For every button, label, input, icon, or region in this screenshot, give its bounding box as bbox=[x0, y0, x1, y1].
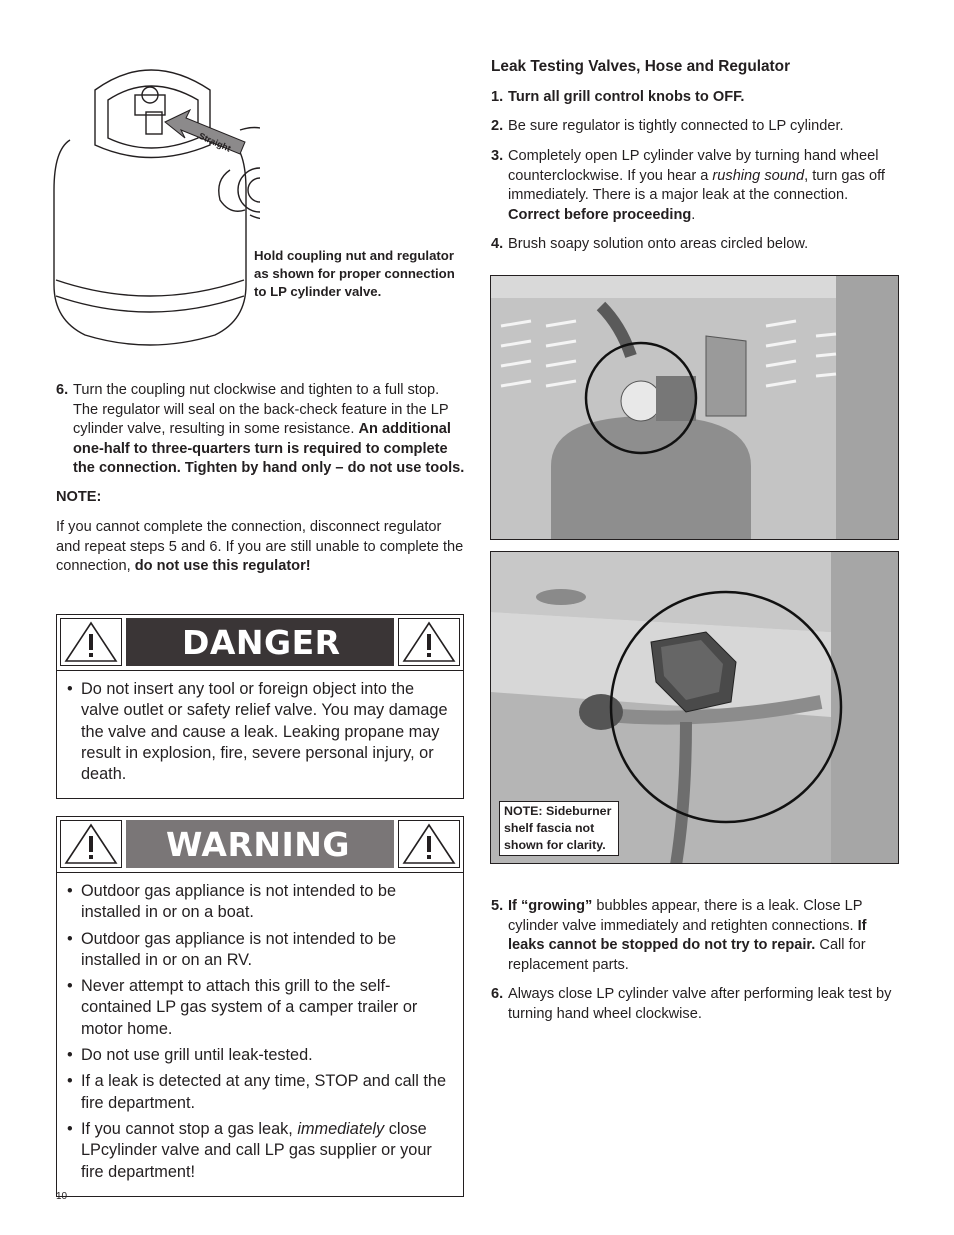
note-text bbox=[56, 518, 466, 577]
step-text: Always close LP cylinder valve after performing leak test by turning hand wheel clockwise. bbox=[508, 986, 892, 1022]
danger-header bbox=[57, 615, 463, 671]
warning-item-post: close LPcylinder valve and call LP gas supplier or your fire department! bbox=[81, 1119, 432, 1181]
danger-item: • Do not insert any tool or foreign object into the valve outlet or safety relief valve. You may damage the valve and cause a leak. Leaking propane may result in explosion, fire, severe personal injury, or death. bbox=[67, 679, 453, 785]
straight-label: Straight bbox=[197, 130, 233, 154]
leak-step-4 bbox=[491, 235, 901, 255]
step-number: 2. bbox=[491, 118, 504, 134]
warning-list bbox=[57, 873, 463, 1196]
step-number: 6. bbox=[491, 986, 504, 1002]
warning-item: • Outdoor gas appliance is not intended to be installed in or on an RV. bbox=[67, 929, 453, 972]
note-heading: NOTE: bbox=[56, 489, 102, 505]
step-text: Be sure regulator is tightly connected to LP cylinder. bbox=[508, 118, 844, 134]
leak-test-heading: Leak Testing Valves, Hose and Regulator bbox=[491, 58, 791, 75]
leak-step-5 bbox=[491, 897, 901, 975]
step-bold-text: If leaks cannot be stopped do not try to repair. bbox=[508, 917, 867, 954]
warning-header bbox=[57, 817, 463, 873]
step-number: 6. bbox=[56, 382, 69, 398]
step-number: 1. bbox=[491, 89, 504, 105]
warning-item-em: immediately bbox=[297, 1119, 385, 1138]
step-number: 4. bbox=[491, 236, 504, 252]
step-text: . bbox=[691, 206, 696, 223]
danger-title: DANGER bbox=[126, 618, 394, 666]
step-number: 3. bbox=[491, 148, 504, 164]
step-text: Completely open LP cylinder valve by turning hand wheel counterclockwise. If you hear a bbox=[508, 148, 879, 184]
cylinder-valve-photo bbox=[490, 275, 899, 540]
warning-triangle-icon bbox=[60, 618, 122, 666]
step-text: bubbles appear, there is a leak. Close LP cylinder valve immediately and retighten connections. bbox=[508, 898, 863, 934]
warning-item: • If a leak is detected at any time, STOP and call the fire department. bbox=[67, 1071, 453, 1114]
cylinder-connection-figure bbox=[40, 50, 260, 360]
step-em: rushing sound bbox=[712, 167, 805, 184]
warning-box bbox=[56, 816, 464, 1197]
figure-caption: Hold coupling nut and regulator as shown for proper connection to LP cylinder valve. bbox=[254, 248, 455, 299]
warning-triangle-icon bbox=[398, 618, 460, 666]
step-bold-text: If “growing” bbox=[508, 898, 593, 914]
leak-step-3 bbox=[491, 147, 901, 225]
danger-box bbox=[56, 614, 464, 799]
connection-step-6 bbox=[56, 381, 466, 479]
warning-item: • Outdoor gas appliance is not intended to be installed in or on a boat. bbox=[67, 881, 453, 924]
photo-note: NOTE: Sideburner shelf fascia not shown for clarity. bbox=[499, 801, 619, 856]
warning-title: WARNING bbox=[126, 820, 394, 868]
step-bold-text: Turn all grill control knobs to OFF. bbox=[508, 89, 745, 105]
danger-list bbox=[57, 671, 463, 798]
step-text: Turn the coupling nut clockwise and tighten to a full stop. The regulator will seal on the back-check feature in the LP cylinder valve, resulting in some resistance. bbox=[73, 382, 449, 438]
step-text: Call for replacement parts. bbox=[508, 937, 866, 973]
step-number: 5. bbox=[491, 898, 504, 914]
warning-triangle-icon bbox=[398, 820, 460, 868]
note-body: If you cannot complete the connection, disconnect regulator and repeat steps 5 and 6. If you are still unable to complete the connection, bbox=[56, 519, 464, 575]
warning-item: • Never attempt to attach this grill to the self-contained LP gas system of a camper trailer or motor home. bbox=[67, 976, 453, 1040]
page-number: 10 bbox=[56, 1191, 68, 1202]
note-bold: do not use this regulator! bbox=[134, 558, 311, 575]
warning-item bbox=[67, 1119, 453, 1183]
step-text: , turn gas off immediately. There is a major leak at the connection. bbox=[508, 167, 885, 204]
warning-triangle-icon bbox=[60, 820, 122, 868]
leak-step-2 bbox=[491, 117, 901, 137]
step-text: Brush soapy solution onto areas circled below. bbox=[508, 236, 809, 252]
step-bold-text: Correct before proceeding bbox=[508, 206, 692, 223]
leak-step-1 bbox=[491, 88, 901, 108]
warning-item: • Do not use grill until leak-tested. bbox=[67, 1045, 453, 1066]
leak-step-6 bbox=[491, 985, 901, 1024]
warning-item-pre: If you cannot stop a gas leak, bbox=[81, 1119, 298, 1138]
step-bold-text: An additional one-half to three-quarters turn is required to complete the connection. Tighten by hand only – do not use tools. bbox=[73, 421, 465, 477]
